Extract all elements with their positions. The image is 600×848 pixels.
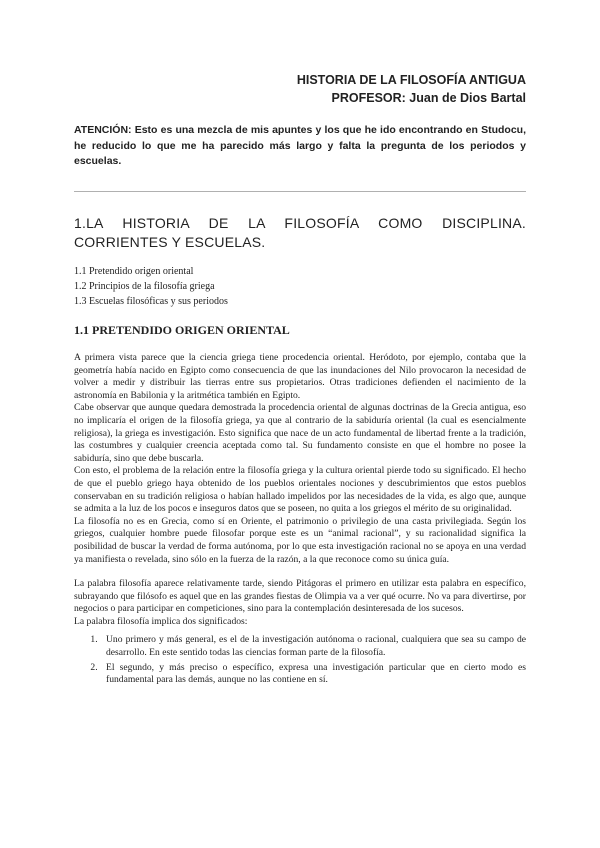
paragraph: La palabra filosofía implica dos significados: [74,615,248,627]
attention-note: ATENCIÓN: Esto es una mezcla de mis apuntes y los que he ido encontrando en Studocu, he reducido lo que me ha parecido más largo y falta la pregunta de los periodos y escuelas. [74,124,526,167]
meanings-list [74,634,526,686]
horizontal-divider [74,191,526,192]
paragraph: A primera vista parece que la ciencia griega tiene procedencia oriental. Heródoto, por ejemplo, contaba que la geometría había nacido en Egipto como consecuencia de que las inundaciones del Nilo provocaron la necesidad de volver a medir y distribuir las tierras entre sus propietarios. Otras tradiciones defienden el nacimiento de la astronomía en Babilonia y la aritmética también en Egipto. [74,352,526,401]
course-title: HISTORIA DE LA FILOSOFÍA ANTIGUA [296,73,526,87]
table-of-contents [74,264,526,309]
list-item: 1. Uno primero y más general, es el de la investigación autónoma o racional, cualquiera que sea su campo de desarrollo. En este sentido todas las ciencias forman parte de la filosofía. [100,634,526,659]
paragraph: La palabra filosofía aparece relativamente tarde, siendo Pitágoras el primero en utilizar esta palabra en específico, subrayando que filósofo es aquel que en las grandes fiestas de Olimpia va a ver qué ocurre. No va para divertirse, por negocios o para participar en competiciones, sino para la contemplación desinteresada de los sucesos. [74,578,526,615]
toc-item: 1.3 Escuelas filosóficas y sus periodos [74,296,228,307]
section-heading: 1.LA HISTORIA DE LA FILOSOFÍA COMO DISCIPLINA. CORRIENTES Y ESCUELAS. [74,215,526,250]
professor-name: PROFESOR: Juan de Dios Bartal [331,91,526,105]
paragraph: La filosofía no es en Grecia, como sí en Oriente, el patrimonio o privilegio de una casta privilegiada. Según los griegos, cualquier hombre puede filosofar porque este es un “animal racional”, y su racionalidad significa la posibilidad de buscar la verdad de forma autónoma, por lo que esta investigación racional no se apoya en una verdad ya manifiesta o revelada, sino sólo en la fuerza de la razón, a la que reconoce como su única guía. [74,515,526,565]
document-header [297,71,526,107]
subsection-heading: 1.1 PRETENDIDO ORIGEN ORIENTAL [74,323,290,337]
paragraph: Con esto, el problema de la relación entre la filosofía griega y la cultura oriental pierde todo su significado. El hecho de que el pueblo griego haya obtenido de los pueblos orientales nociones y descubrimientos que estos pueblos conservaban en su tradición religiosa o habían hallado impelidos por las necesidades de la vida, es algo que, aunque se admita a la luz de los pocos e inseguros datos que se poseen, no quita a los griegos el mérito de su originalidad. [74,465,526,515]
toc-item: 1.2 Principios de la filosofía griega [74,281,215,292]
toc-item: 1.1 Pretendido origen oriental [74,266,194,277]
body-text [74,352,526,689]
paragraph: Cabe observar que aunque quedara demostrada la procedencia oriental de algunas doctrinas de la Grecia antigua, eso no implicaría el origen de la filosofía griega, ya que al contrario de la sabiduría oriental (la cual es esencialmente religiosa), la griega es investigación. Esto significa que nace de un acto fundamental de libertad frente a la tradición, las costumbres y cualquier creencia aceptada como tal. Su fundamento consiste en que el hombre no posee la sabiduría, sino que debe buscarla. [74,402,526,464]
list-item: 2. El segundo, y más preciso o específico, expresa una investigación particular que en cierto modo es fundamental para las demás, aunque no las contiene en sí. [100,662,526,687]
